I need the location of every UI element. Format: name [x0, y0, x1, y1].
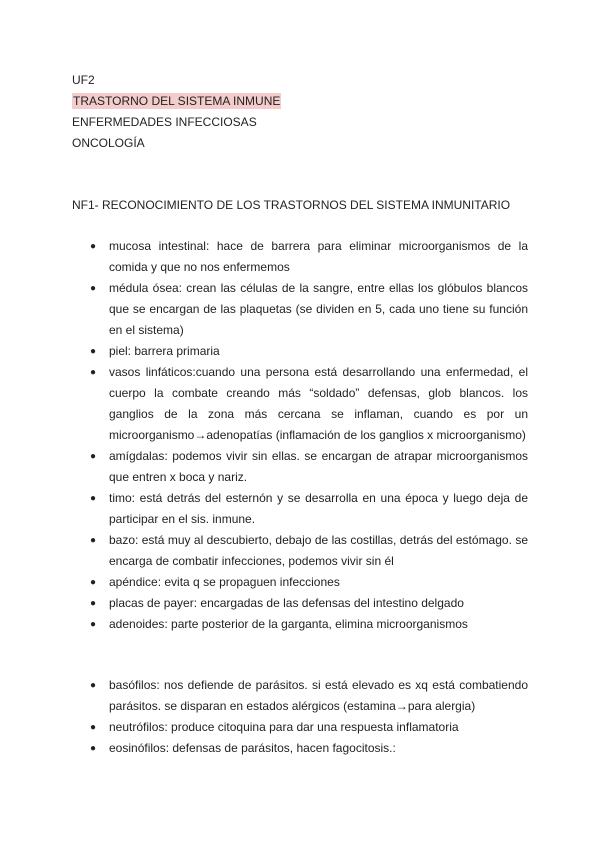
bullet-icon: ●: [90, 451, 97, 462]
document-header: [72, 70, 281, 154]
bullet-icon: ●: [90, 241, 97, 252]
list-item: ● apéndice: evita q se propaguen infecciones: [72, 572, 528, 593]
bullet-icon: ●: [90, 619, 97, 630]
bullet-icon: ●: [90, 598, 97, 609]
bullet-icon: ●: [90, 367, 97, 378]
bullet-icon: ●: [90, 577, 97, 588]
section-title: NF1- RECONOCIMIENTO DE LOS TRASTORNOS DEL SISTEMA INMUNITARIO: [72, 198, 511, 212]
list-item: ● médula ósea: crean las células de la sangre, entre ellas los glóbulos blancos que se encargan de las plaquetas (se dividen en 5, cada uno tiene su función en el sistema): [72, 278, 528, 341]
list-item: ● timo: está detrás del esternón y se desarrolla en una época y luego deja de participar en el sis. inmune.: [72, 488, 528, 530]
bullet-icon: ●: [90, 722, 97, 733]
bullet-icon: ●: [90, 346, 97, 357]
list-item: ● mucosa intestinal: hace de barrera para eliminar microorganismos de la comida y que no nos enfermemos: [72, 236, 528, 278]
list-item: ● amígdalas: podemos vivir sin ellas. se encargan de atrapar microorganismos que entren x boca y nariz.: [72, 446, 528, 488]
list-item: ● piel: barrera primaria: [72, 341, 528, 362]
bullet-icon: ●: [90, 743, 97, 754]
bullet-icon: ●: [90, 283, 97, 294]
header-unit: UF2: [72, 73, 95, 87]
bullet-icon: ●: [90, 493, 97, 504]
header-subtitle: ENFERMEDADES INFECCIOSAS: [72, 115, 257, 129]
list-item: ● bazo: está muy al descubierto, debajo de las costillas, detrás del estómago. se encarga de combatir infecciones, podemos vivir sin él: [72, 530, 528, 572]
header-topic: ONCOLOGÍA: [72, 136, 145, 150]
bullet-icon: ●: [90, 535, 97, 546]
list-item: ● placas de payer: encargadas de las defensas del intestino delgado: [72, 593, 528, 614]
header-highlighted-title: TRASTORNO DEL SISTEMA INMUNE: [73, 94, 281, 108]
list-item: ● vasos linfáticos:cuando una persona está desarrollando una enfermedad, el cuerpo la combate creando más “soldado” defensas, glob blancos. los ganglios de la zona más cercana se inflaman, cuando es por un microorganismo→adenopatías (inflamación de los ganglios x microorganismo): [72, 362, 528, 446]
list-item: ● adenoides: parte posterior de la garganta, elimina microorganismos: [72, 614, 528, 635]
list-item: ● eosinófilos: defensas de parásitos, hacen fagocitosis.:: [72, 738, 528, 759]
bullet-icon: ●: [90, 680, 97, 691]
immune-organs-list: [72, 236, 528, 635]
list-item: ● basófilos: nos defiende de parásitos. si está elevado es xq está combatiendo parásitos. se disparan en estados alérgicos (estamina→para alergia): [72, 675, 528, 717]
white-cells-list: [72, 675, 528, 759]
list-item: ● neutrófilos: produce citoquina para dar una respuesta inflamatoria: [72, 717, 528, 738]
